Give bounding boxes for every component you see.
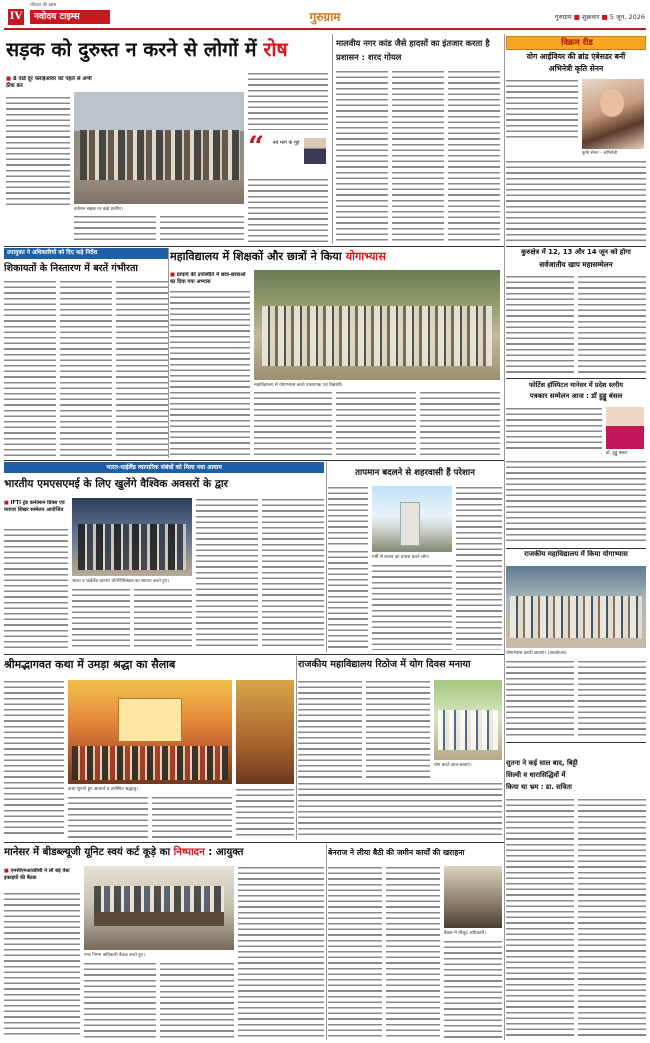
story12-headline: राजकीय महाविद्यालय रिठोज में योग दिवस मनाया (298, 659, 471, 670)
story5-photo (254, 270, 500, 380)
lead-body-col-1 (6, 96, 70, 206)
story8-body-col-1 (4, 528, 68, 650)
story9-photo-caption: गर्मी से बचाव का प्रयास करते लोग। (372, 555, 430, 560)
dateline-city: गुरुग्राम (554, 13, 572, 21)
lead-subhead-text: 8 वार्ड दूर फ्लाईओवर को पहले से अभी ठीक कर (6, 76, 92, 89)
quote-mark-icon: “ (248, 134, 265, 160)
section-name: गुरुग्राम (309, 10, 341, 24)
story2-body-col-1 (336, 70, 388, 242)
story2-headline: मालवीय नगर कांड जैसे हादसों का इंतजार करता है प्रशासन : शरद गोयल (336, 38, 490, 62)
story13-subhead-text: एमसीएमआरडीसी ने ली बड़े वेस्ट इकाइयों की बैठक (4, 868, 70, 881)
page-number: IV (9, 11, 23, 22)
bullet-icon: ■ (170, 272, 177, 278)
story3-headline-1: वोग आईवियर की ब्रांड एंबेसडर बनीं (526, 52, 626, 61)
story15-headline-2: सिल्वी व धारासिद्धिवों में (506, 771, 566, 779)
story9-photo-building (400, 502, 420, 546)
story13-photo-table (94, 912, 224, 926)
story5-body-col-1 (170, 290, 250, 456)
column-rule-5 (296, 656, 297, 840)
story9-body-col-1 (328, 486, 368, 546)
paper-name-text: नवोदय टाइम्स (34, 12, 80, 22)
story7-portrait (606, 407, 644, 449)
bullet-icon: ■ (4, 500, 11, 506)
story14-photo-caption: बैठक में मौजूद अधिकारी। (444, 931, 486, 936)
story-benraj (328, 844, 502, 1040)
story4-body-col-1 (4, 280, 56, 456)
story14-body-col-1 (328, 866, 382, 1038)
story10-photo (506, 566, 646, 648)
story13-body-col-3 (160, 962, 234, 1038)
story13-headline (4, 844, 324, 862)
lead-body-col-4 (160, 215, 244, 243)
lead-photo (74, 92, 244, 204)
story9-headline: तापमान बदलने से शहरवासी हैं परेशान (355, 468, 475, 478)
story13-body-col-4 (238, 866, 324, 1038)
row-rule-right-2 (506, 378, 646, 379)
story14-body-col-2 (386, 866, 440, 1038)
story-bhagwat-katha (4, 656, 294, 840)
bullet-icon: ■ (6, 76, 13, 82)
story15-body-col-1 (506, 798, 574, 1038)
story-kriti-sanon (506, 34, 646, 244)
story11-photo-caption: कथा सुनाते हुए आचार्य व उपस्थित श्रद्धालु। (68, 787, 138, 792)
column-rule-6 (326, 844, 327, 1040)
row-rule-right-1 (506, 246, 646, 247)
story10-headline: राजकीय महाविद्यालय में किया योगाभ्यास (524, 550, 628, 558)
page-number-badge (8, 9, 24, 25)
story13-subhead (4, 868, 80, 888)
story-rithoj-yoga (298, 656, 502, 840)
story14-photo (444, 866, 502, 928)
story8-subhead (4, 500, 68, 524)
dateline-sep-2: ■ (601, 13, 610, 21)
story11-photo (68, 680, 232, 784)
story13-photo-people (94, 886, 224, 912)
story10-body-col-2 (578, 660, 646, 738)
story13-headline-end: निष्पादन (173, 847, 205, 858)
story5-body-col-4 (420, 391, 500, 456)
story3-photo-caption: कृति सेनन - अभिनेत्री (582, 151, 618, 156)
story12-body-col-3 (298, 782, 502, 838)
story8-headline: भारतीय एमएसएमई के लिए खुलेंगे वैश्विक अवसरों के द्वार (4, 478, 228, 490)
story-khap-sammelan (506, 248, 646, 376)
story5-headline-main: महाविद्यालय में शिक्षकों और छात्रों ने किया (170, 250, 342, 263)
story15-headline-1: सुतना ने कई साल बाद, बिट्टी (506, 759, 578, 767)
column-rule-3 (168, 248, 169, 458)
lead-quote-box (248, 134, 328, 174)
dateline-sep-1: ■ (573, 13, 583, 21)
story5-headline (170, 248, 502, 266)
story8-photo (72, 498, 192, 576)
story3-photo (582, 79, 644, 149)
story8-body-col-5 (262, 498, 324, 650)
row-rule-right-3 (506, 548, 646, 549)
story4-headline: शिकायतों के निस्तारण में बरतें गंभीरता (4, 263, 138, 274)
story7-body-bottom (506, 460, 646, 544)
story7-body-top (506, 407, 602, 449)
story5-body-col-3 (336, 391, 416, 456)
story13-headline-main: मानेसर में बीडब्ल्यूजी यूनिट स्वयं कर्ट कूड़े का (4, 847, 171, 858)
column-rule-1 (332, 34, 333, 244)
story8-subhead-text: IFTI ट्रेड कनेक्शन प्रिक्स एवं व्यापार शिखर सम्मेलन आयोजित (4, 500, 65, 513)
story12-photo (434, 680, 502, 760)
story4-strap: उपायुक्त ने अधिकारियों को दिए कड़े निर्देश (4, 248, 168, 259)
story13-photo-caption: नगर निगम अधिकारी बैठक करते हुए। (84, 953, 145, 958)
story8-body-col-4 (196, 498, 258, 650)
story5-photo-people (262, 306, 492, 366)
story2-body-col-3 (448, 70, 500, 242)
row-rule-1 (4, 246, 504, 247)
story6-body-col-2 (578, 275, 646, 375)
dateline-day: शुक्रवार (582, 13, 600, 21)
story15-body-col-2 (578, 798, 646, 1038)
story15-portrait (604, 744, 644, 756)
story14-body-col-3 (444, 940, 502, 1038)
story6-headline-1: कुरुक्षेत्र में 12, 13 और 14 जून को होगा (521, 248, 631, 256)
story11-body-col-1 (4, 680, 64, 838)
dateline-date: 5 जून, 2026 (609, 13, 645, 21)
masthead-rule (4, 28, 646, 30)
story-msme-thailand (4, 462, 324, 652)
story11-body-col-2 (68, 796, 148, 838)
story5-photo-caption: महाविद्यालय में योगाभ्यास करते प्राध्यापक एवं विद्यार्थी। (254, 383, 343, 388)
story7-headline-2: पत्रकार सम्मेलन आज : डॉ हुड्डू बंसल (529, 392, 623, 400)
story5-subhead-text: प्राचार्य की उपस्थिति में छात्र-छात्राओं का दिया गया अभ्यास (170, 272, 246, 285)
story-college-yoga (170, 248, 502, 458)
column-rule-2 (504, 34, 505, 1040)
story-malviya-nagar (334, 34, 502, 244)
quote-portrait (304, 138, 326, 164)
story8-body-col-2 (72, 588, 130, 650)
story-govt-college-yoga (506, 550, 646, 740)
lead-body-col-3 (74, 215, 156, 243)
story8-body-col-3 (134, 588, 192, 650)
story10-body-col-1 (506, 660, 574, 738)
story13-body-col-2 (84, 962, 156, 1038)
story11-body-col-4 (236, 788, 294, 838)
story4-body-col-3 (116, 280, 168, 456)
story14-headline: बेनराज ने लीया बैठी की जमीन कार्यों की खराहना (328, 848, 465, 857)
story2-body-col-2 (392, 70, 444, 242)
story5-body-col-2 (254, 391, 332, 456)
story11-body-col-3 (152, 796, 232, 838)
lead-subhead (6, 76, 102, 92)
story9-body-col-2 (328, 550, 368, 650)
masthead (0, 0, 650, 30)
row-rule-3 (4, 654, 504, 655)
story-temperature (328, 462, 502, 652)
story13-body-col-1 (4, 892, 80, 1038)
dateline (455, 12, 645, 22)
story-road-protest (4, 34, 330, 244)
column-rule-4 (326, 462, 327, 652)
story-fortis-sammelan (506, 380, 646, 545)
story8-strap: भारत-थाईलैंड व्यापारिक संबंधों को मिला नया आयाम (4, 462, 324, 473)
row-rule-right-4 (506, 742, 646, 743)
lead-headline-end: रोष (263, 38, 288, 61)
paper-name (30, 10, 110, 24)
bullet-icon: ■ (4, 868, 11, 874)
story13-photo (84, 866, 234, 950)
lead-headline-main: सड़क को दुरुस्त न करने से लोगों में (6, 38, 257, 61)
story8-photo-caption: भारत व थाईलैंड व्यापार प्रतिनिधिमंडल का स्वागत करते हुए। (72, 579, 169, 584)
story-complaints (4, 248, 168, 458)
story8-photo-people (78, 524, 186, 570)
story9-body-col-3 (372, 564, 452, 650)
story13-headline-tail: : आयुक्त (208, 847, 244, 858)
story-manesar-bwg (4, 844, 324, 1040)
row-rule-2 (4, 460, 504, 461)
lead-body-col-5 (248, 72, 328, 130)
story5-subhead (170, 272, 250, 288)
story12-photo-people (438, 710, 498, 750)
story7-photo-caption: डॉ. हुड्डू बंसल (606, 451, 628, 456)
story-dr-savita (506, 744, 646, 1040)
story12-body-col-2 (366, 680, 430, 778)
lead-headline (6, 36, 330, 64)
lead-body-col-6 (248, 178, 328, 242)
row-rule-4 (4, 842, 504, 843)
story3-body-bottom (506, 160, 646, 242)
story6-headline-2: सर्वजातीय खाप महासम्मेलन (539, 260, 613, 269)
story11-headline: श्रीमद्भागवत कथा में उमड़ा श्रद्धा का सैलाब (4, 658, 176, 671)
story9-body-col-4 (456, 486, 502, 650)
story3-photo-face (600, 89, 624, 117)
lead-photo-people (80, 130, 240, 180)
story6-body-col-1 (506, 275, 574, 375)
story15-headline-3: किया था भ्रम : डा. सविता (506, 783, 572, 791)
quote-text: नये मार्ग के मुद्दे (272, 140, 300, 146)
story10-photo-people (510, 596, 642, 638)
tagline: रविवार की खास (30, 3, 57, 8)
story12-photo-caption: योग करते छात्र-छात्राएं। (434, 763, 472, 768)
story9-photo (372, 486, 452, 552)
story11-photo-crowd (72, 746, 228, 780)
story7-headline-1: फोर्टिस हॉस्पिटल मानेसर में प्रदेश स्तरीय (528, 381, 624, 389)
story4-body-col-2 (60, 280, 112, 456)
story3-body-top (506, 79, 578, 141)
story5-headline-end: योगाभ्यास (345, 250, 386, 263)
story3-headline-2: अभिनेत्री कृति सेनन (548, 64, 604, 73)
story11-photo-stage (118, 698, 182, 742)
right-banner (506, 36, 646, 50)
lead-photo-caption: वर्तमान सड़क पर खड़े ग्रामीण। (74, 207, 124, 212)
story11-photo-2 (236, 680, 294, 784)
story10-photo-caption: योगाभ्यास करती छात्राएं। (आरकेएस) (506, 651, 567, 656)
story12-body-col-1 (298, 680, 362, 778)
right-banner-text: विक्रम रीड (561, 38, 593, 48)
